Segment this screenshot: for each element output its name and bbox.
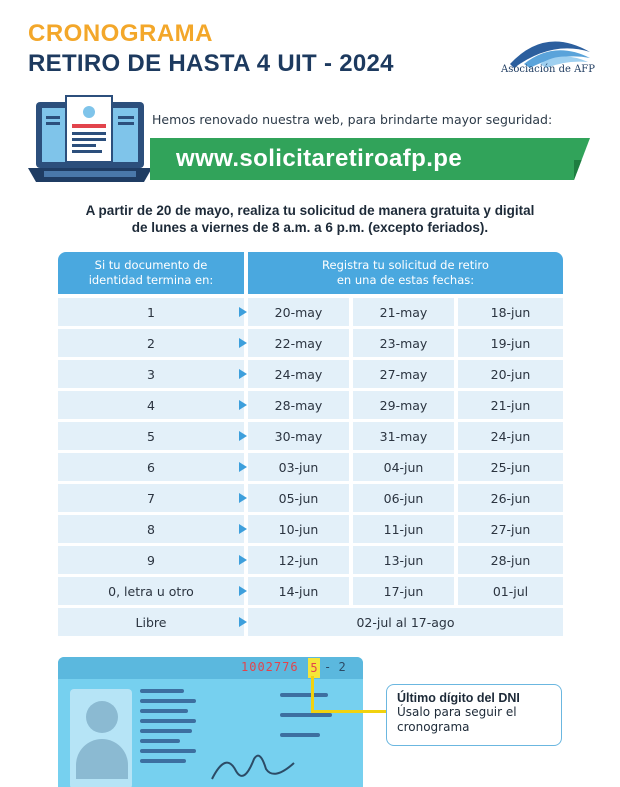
- date-cell: 18-jun: [458, 298, 563, 326]
- digit-cell: 6: [58, 453, 244, 481]
- arrow-right-icon: [239, 617, 247, 627]
- arrow-right-icon: [239, 555, 247, 565]
- date-cell: 25-jun: [458, 453, 563, 481]
- date-cell: 21-jun: [458, 391, 563, 419]
- header-right-line-2: en una de estas fechas:: [336, 273, 475, 287]
- digit-cell: 3: [58, 360, 244, 388]
- dni-line: [140, 709, 188, 713]
- date-cell: 04-jun: [353, 453, 454, 481]
- dni-line: [140, 699, 196, 703]
- dni-line: [280, 693, 328, 697]
- table-row: [58, 422, 563, 450]
- table-row: [58, 453, 563, 481]
- dni-line: [140, 689, 184, 693]
- libre-cell: Libre: [58, 608, 244, 636]
- date-cell: 26-jun: [458, 484, 563, 512]
- dni-line: [140, 739, 180, 743]
- callout-title: Último dígito del DNI: [397, 691, 520, 705]
- date-cell: 28-jun: [458, 546, 563, 574]
- dni-number: 1002776: [241, 660, 299, 674]
- dni-line: [280, 713, 332, 717]
- table-row: [58, 577, 563, 605]
- date-cell: 19-jun: [458, 329, 563, 357]
- laptop-document-icon: [26, 92, 154, 188]
- person-head-icon: [86, 701, 118, 733]
- header-left-line-1: Si tu documento de: [94, 258, 208, 272]
- header-dates: [248, 252, 563, 294]
- table-row: [58, 515, 563, 543]
- digit-cell: 0, letra u otro: [58, 577, 244, 605]
- date-cell: 31-may: [353, 422, 454, 450]
- digit-cell: 2: [58, 329, 244, 357]
- date-cell: 20-jun: [458, 360, 563, 388]
- date-cell: 10-jun: [248, 515, 349, 543]
- website-link[interactable]: www.solicitaretiroafp.pe: [176, 145, 463, 172]
- date-cell: 30-may: [248, 422, 349, 450]
- table-row: [58, 298, 563, 326]
- date-cell: 12-jun: [248, 546, 349, 574]
- title-retiro: RETIRO DE HASTA 4 UIT - 2024: [28, 50, 394, 77]
- digit-cell: 5: [58, 422, 244, 450]
- date-cell: 05-jun: [248, 484, 349, 512]
- title-cronograma: CRONOGRAMA: [28, 20, 213, 47]
- date-cell: 23-may: [353, 329, 454, 357]
- date-cell: 24-may: [248, 360, 349, 388]
- header-left-line-2: identidad termina en:: [88, 273, 214, 287]
- intro-line-1: A partir de 20 de mayo, realiza tu solicitud de manera gratuita y digital: [85, 203, 535, 218]
- arrow-right-icon: [239, 493, 247, 503]
- arrow-right-icon: [239, 338, 247, 348]
- afp-arc-logo-icon: [490, 18, 600, 88]
- table-row: [58, 360, 563, 388]
- date-cell: 17-jun: [353, 577, 454, 605]
- callout-connector: [311, 676, 314, 713]
- date-cell: 03-jun: [248, 453, 349, 481]
- arrow-right-icon: [239, 462, 247, 472]
- dni-card-illustration: [58, 657, 363, 787]
- date-cell: 29-may: [353, 391, 454, 419]
- header-document-ending: [58, 252, 244, 294]
- date-cell: 20-may: [248, 298, 349, 326]
- callout-connector: [311, 710, 389, 713]
- table-row: [58, 546, 563, 574]
- arrow-right-icon: [239, 524, 247, 534]
- arrow-right-icon: [239, 431, 247, 441]
- table-row-libre: [58, 608, 563, 636]
- libre-range-cell: 02-jul al 17-ago: [248, 608, 563, 636]
- arrow-right-icon: [239, 400, 247, 410]
- dni-line: [140, 749, 196, 753]
- dni-last-digit: 5: [308, 658, 320, 678]
- callout-body-line-2: cronograma: [397, 720, 470, 734]
- digit-cell: 1: [58, 298, 244, 326]
- intro-line-2: de lunes a viernes de 8 a.m. a 6 p.m. (excepto feriados).: [131, 220, 489, 235]
- dni-check-digit: - 2: [324, 660, 346, 674]
- date-cell: 13-jun: [353, 546, 454, 574]
- header-right-line-1: Registra tu solicitud de retiro: [322, 258, 489, 272]
- dni-callout: [386, 684, 562, 746]
- digit-cell: 9: [58, 546, 244, 574]
- date-cell: 11-jun: [353, 515, 454, 543]
- arrow-right-icon: [239, 586, 247, 596]
- date-cell: 27-may: [353, 360, 454, 388]
- table-row: [58, 329, 563, 357]
- dni-line: [140, 759, 186, 763]
- date-cell: 01-jul: [458, 577, 563, 605]
- date-cell: 14-jun: [248, 577, 349, 605]
- digit-cell: 7: [58, 484, 244, 512]
- callout-body-line-1: Úsalo para seguir el: [397, 705, 517, 719]
- dni-line: [140, 729, 192, 733]
- date-cell: 06-jun: [353, 484, 454, 512]
- arrow-right-icon: [239, 307, 247, 317]
- intro-text: [40, 202, 580, 236]
- table-row: [58, 484, 563, 512]
- signature-icon: [208, 745, 298, 785]
- date-cell: 24-jun: [458, 422, 563, 450]
- date-cell: 22-may: [248, 329, 349, 357]
- date-cell: 21-may: [353, 298, 454, 326]
- date-cell: 27-jun: [458, 515, 563, 543]
- digit-cell: 4: [58, 391, 244, 419]
- afp-logo-text: Asociación de AFP: [501, 64, 595, 75]
- dni-line: [280, 733, 320, 737]
- dni-line: [140, 719, 196, 723]
- digit-cell: 8: [58, 515, 244, 543]
- renew-notice: Hemos renovado nuestra web, para brindarte mayor seguridad:: [152, 112, 553, 127]
- date-cell: 28-may: [248, 391, 349, 419]
- arrow-right-icon: [239, 369, 247, 379]
- table-row: [58, 391, 563, 419]
